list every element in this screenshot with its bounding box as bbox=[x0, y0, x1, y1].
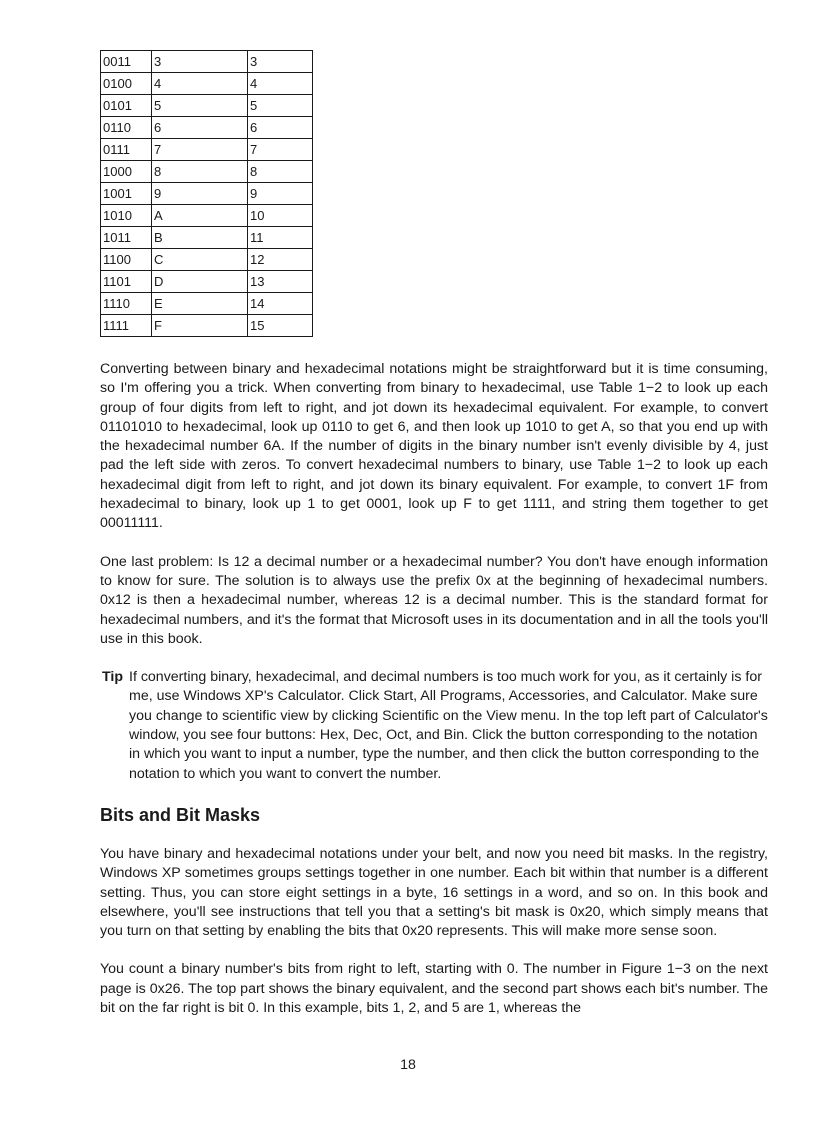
binary-cell: 1011 bbox=[101, 227, 152, 249]
section-heading: Bits and Bit Masks bbox=[100, 804, 261, 825]
paragraph-binary-hex-conversion: Converting between binary and hexadecimal notations might be straightforward but it is time consuming, so I'm offering you a trick. When converting from binary to hexadecimal, use Table 1−2 to look up each group of four digits from left to right, and jot down its hexadecimal equivalent. For example, to convert 01101010 to hexadecimal, look up 0110 to get 6, and then look up 1010 to get A, so that you end up with the hexadecimal number 6A. If the number of digits in the binary number isn't evenly divisible by 4, just pad the left side with zeros. To convert hexadecimal numbers to binary, use Table 1−2 to look up each hexadecimal digit from left to right, and jot down its binary equivalent. For example, to convert 1F from hexadecimal to binary, look up 1 to get 0001, look up F to get 1111, and string them together to get 00011111. bbox=[100, 361, 768, 532]
decimal-cell: 15 bbox=[248, 315, 313, 337]
table-body bbox=[101, 51, 313, 337]
binary-cell: 0111 bbox=[101, 139, 152, 161]
table-row bbox=[101, 271, 313, 293]
tip-text: If converting binary, hexadecimal, and decimal numbers is too much work for you, as it certainly is for me, use Windows XP's Calculator. Click Start, All Programs, Accessories, and Calculator. Make sure you change to scientific view by clicking Scientific on the View menu. In the top left part of Calculator's window, you see four buttons: Hex, Dec, Oct, and Bin. Click the button corresponding to the notation in which you want to input a number, type the number, and then click the button corresponding to the notation to which you want to convert the number. bbox=[129, 669, 768, 782]
hex-cell: F bbox=[152, 315, 248, 337]
binary-cell: 1101 bbox=[101, 271, 152, 293]
hex-cell: 8 bbox=[152, 161, 248, 183]
binary-cell: 1111 bbox=[101, 315, 152, 337]
binary-cell: 0101 bbox=[101, 95, 152, 117]
decimal-cell: 4 bbox=[248, 73, 313, 95]
table-row bbox=[101, 227, 313, 249]
table-row bbox=[101, 51, 313, 73]
hex-cell: C bbox=[152, 249, 248, 271]
hex-cell: A bbox=[152, 205, 248, 227]
hex-cell: E bbox=[152, 293, 248, 315]
paragraph-hex-prefix: One last problem: Is 12 a decimal number or a hexadecimal number? You don't have enough information to know for sure. The solution is to always use the prefix 0x at the beginning of hexadecimal numbers. 0x12 is then a hexadecimal number, whereas 12 is a decimal number. This is the standard format for hexadecimal numbers, and it's the format that Microsoft uses in its documentation and in all the tools you'll use in this book. bbox=[100, 553, 768, 647]
decimal-cell: 10 bbox=[248, 205, 313, 227]
decimal-cell: 6 bbox=[248, 117, 313, 139]
decimal-cell: 12 bbox=[248, 249, 313, 271]
table-row bbox=[101, 139, 313, 161]
paragraph-bit-counting: You count a binary number's bits from right to left, starting with 0. The number in Figure 1−3 on the next page is 0x26. The top part shows the binary equivalent, and the second part shows each bit's number. The bit on the far right is bit 0. In this example, bits 1, 2, and 5 are 1, whereas the bbox=[100, 961, 768, 1017]
binary-cell: 1110 bbox=[101, 293, 152, 315]
binary-hex-decimal-table bbox=[100, 50, 313, 337]
table-row bbox=[101, 315, 313, 337]
decimal-cell: 8 bbox=[248, 161, 313, 183]
decimal-cell: 7 bbox=[248, 139, 313, 161]
hex-cell: D bbox=[152, 271, 248, 293]
decimal-cell: 14 bbox=[248, 293, 313, 315]
binary-cell: 0110 bbox=[101, 117, 152, 139]
table-row bbox=[101, 249, 313, 271]
tip-label: Tip bbox=[102, 669, 124, 686]
binary-cell: 0100 bbox=[101, 73, 152, 95]
paragraph-bit-masks-intro: You have binary and hexadecimal notations under your belt, and now you need bit masks. In the registry, Windows XP sometimes groups settings together in one number. Each bit within that number is a different setting. Thus, you can store eight settings in a byte, 16 settings in a word, and so on. In this book and elsewhere, you'll see instructions that tell you that a setting's bit mask is 0x20, which simply means that you turn on that setting by enabling the bits that 0x20 represents. This will make more sense soon. bbox=[100, 845, 768, 940]
page-content bbox=[100, 50, 768, 1018]
page-number: 18 bbox=[400, 1057, 416, 1073]
binary-cell: 1000 bbox=[101, 161, 152, 183]
decimal-cell: 11 bbox=[248, 227, 313, 249]
hex-cell: 9 bbox=[152, 183, 248, 205]
hex-cell: 5 bbox=[152, 95, 248, 117]
binary-cell: 1010 bbox=[101, 205, 152, 227]
decimal-cell: 3 bbox=[248, 51, 313, 73]
table-row bbox=[101, 205, 313, 227]
hex-cell: 4 bbox=[152, 73, 248, 95]
table-row bbox=[101, 293, 313, 315]
hex-cell: 3 bbox=[152, 51, 248, 73]
tip-note bbox=[100, 668, 768, 784]
decimal-cell: 9 bbox=[248, 183, 313, 205]
hex-cell: B bbox=[152, 227, 248, 249]
table-row bbox=[101, 95, 313, 117]
table-row bbox=[101, 117, 313, 139]
binary-cell: 0011 bbox=[101, 51, 152, 73]
binary-cell: 1100 bbox=[101, 249, 152, 271]
decimal-cell: 5 bbox=[248, 95, 313, 117]
decimal-cell: 13 bbox=[248, 271, 313, 293]
table-row bbox=[101, 183, 313, 205]
binary-cell: 1001 bbox=[101, 183, 152, 205]
table-row bbox=[101, 73, 313, 95]
hex-cell: 6 bbox=[152, 117, 248, 139]
table-row bbox=[101, 161, 313, 183]
hex-cell: 7 bbox=[152, 139, 248, 161]
